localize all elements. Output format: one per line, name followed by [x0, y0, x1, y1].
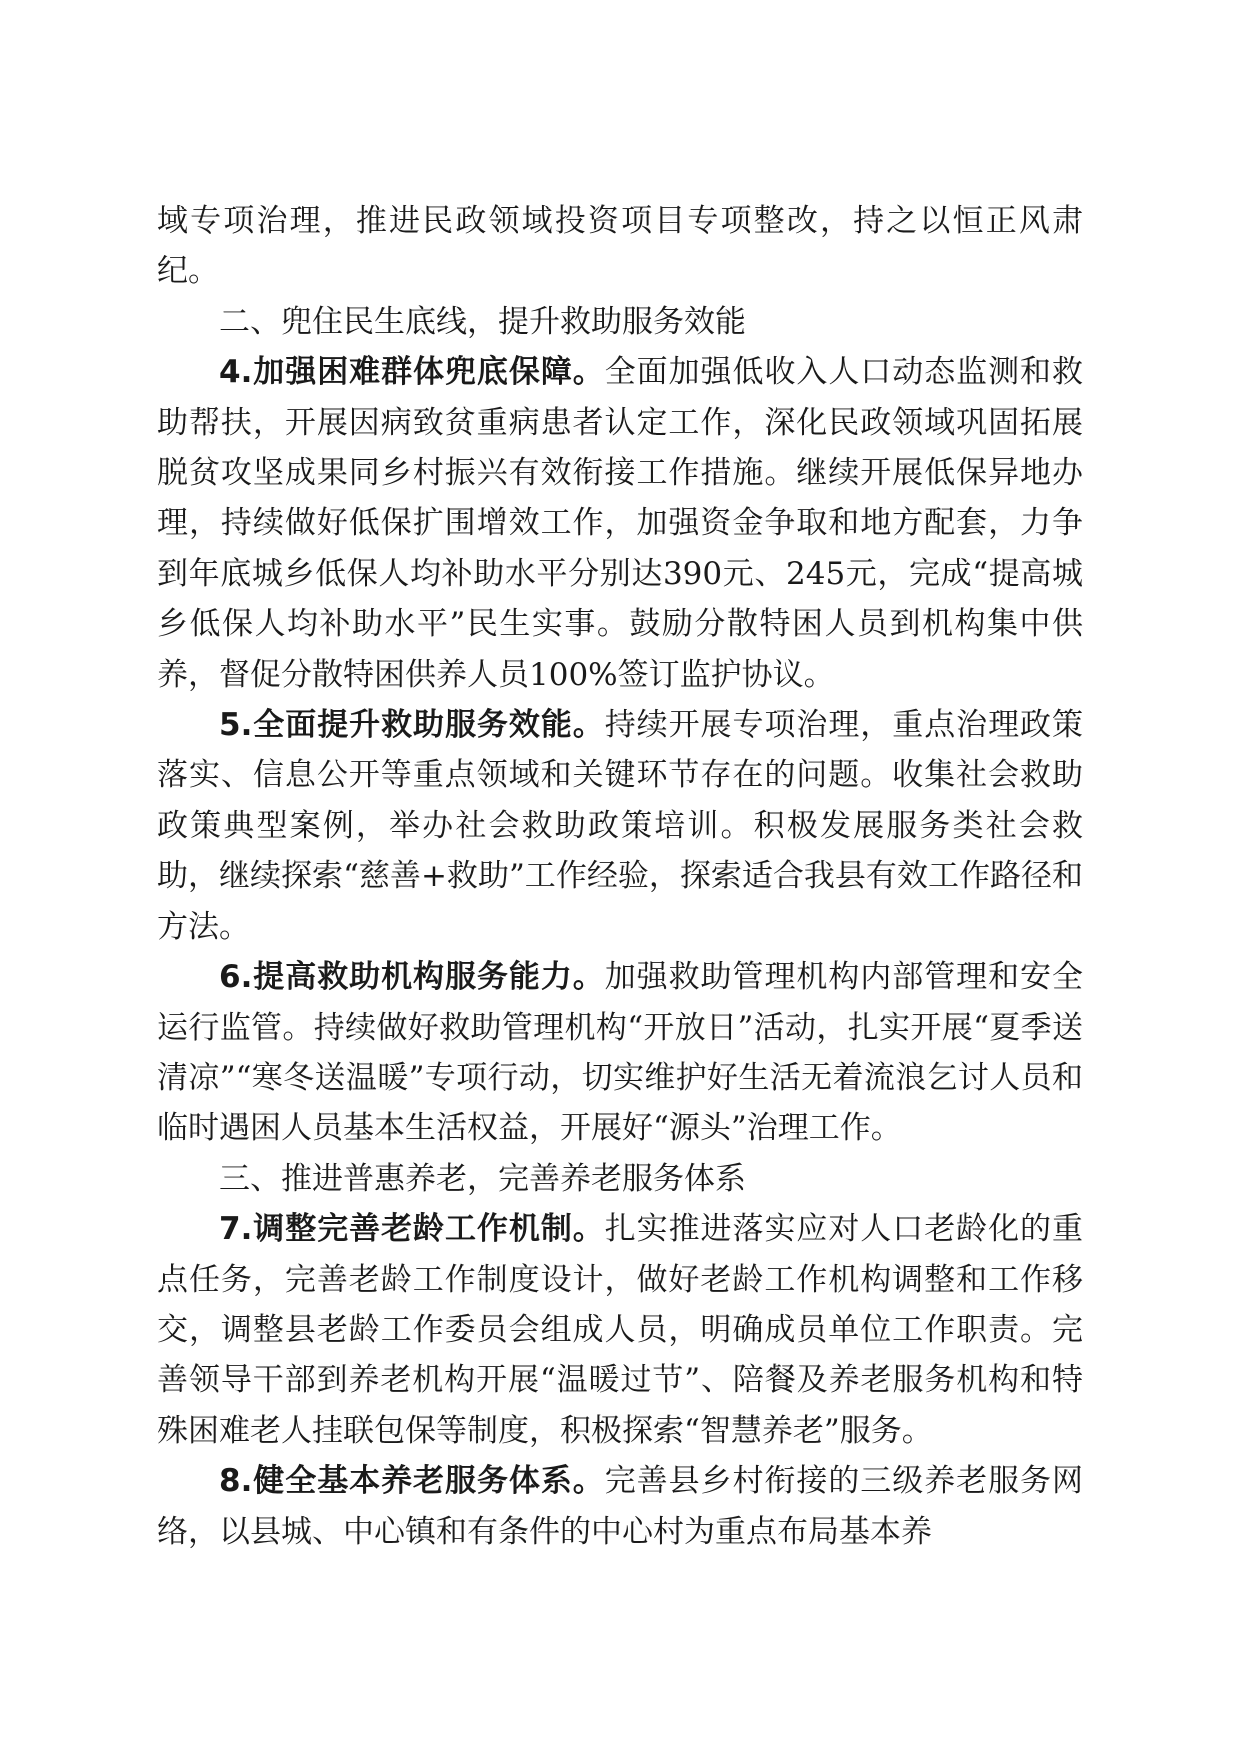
item-6-title: 6.提高救助机构服务能力。	[219, 959, 605, 996]
item-8-paragraph	[157, 1456, 1083, 1557]
item-4-title: 4.加强困难群体兜底保障。	[219, 354, 605, 391]
item-4-text: 全面加强低收入人口动态监测和救助帮扶，开展因病致贫重病患者认定工作，深化民政领域巩固拓展脱贫攻坚成果同乡村振兴有效衔接工作措施。继续开展低保异地办理，持续做好低保扩围增效工作，加强资金争取和地方配套，力争到年底城乡低保人均补助水平分别达390元、245元，完成“提高城乡低保人均补助水平”民生实事。鼓励分散特困人员到机构集中供养，督促分散特困供养人员100%签订监护协议。	[157, 354, 1083, 693]
item-5-text: 持续开展专项治理，重点治理政策落实、信息公开等重点领域和关键环节存在的问题。收集社会救助政策典型案例，举办社会救助政策培训。积极发展服务类社会救助，继续探索“慈善+救助”工作经验，探索适合我县有效工作路径和方法。	[157, 707, 1083, 945]
continuation-paragraph: 域专项治理，推进民政领域投资项目专项整改，持之以恒正风肃纪。	[157, 203, 1083, 290]
item-5-title: 5.全面提升救助服务效能。	[219, 707, 605, 744]
item-7-title: 7.调整完善老龄工作机制。	[219, 1211, 605, 1248]
section-2-heading: 二、兜住民生底线，提升救助服务效能	[219, 303, 746, 340]
item-6-text: 加强救助管理机构内部管理和安全运行监管。持续做好救助管理机构“开放日”活动，扎实开展“夏季送清凉”“寒冬送温暖”专项行动，切实维护好生活无着流浪乞讨人员和临时遇困人员基本生活权益，开展好“源头”治理工作。	[157, 959, 1083, 1147]
item-4-paragraph	[157, 347, 1083, 700]
document-page	[157, 196, 1083, 1557]
item-6-paragraph	[157, 952, 1083, 1154]
section-3-heading: 三、推进普惠养老，完善养老服务体系	[219, 1160, 746, 1197]
item-8-text: 完善县乡村衔接的三级养老服务网络，以县城、中心镇和有条件的中心村为重点布局基本养	[157, 1463, 1083, 1550]
item-5-paragraph	[157, 700, 1083, 952]
item-7-paragraph	[157, 1204, 1083, 1456]
item-7-text: 扎实推进落实应对人口老龄化的重点任务，完善老龄工作制度设计，做好老龄工作机构调整和工作移交，调整县老龄工作委员会组成人员，明确成员单位工作职责。完善领导干部到养老机构开展“温暖过节”、陪餐及养老服务机构和特殊困难老人挂联包保等制度，积极探索“智慧养老”服务。	[157, 1211, 1083, 1449]
item-8-title: 8.健全基本养老服务体系。	[219, 1463, 605, 1500]
